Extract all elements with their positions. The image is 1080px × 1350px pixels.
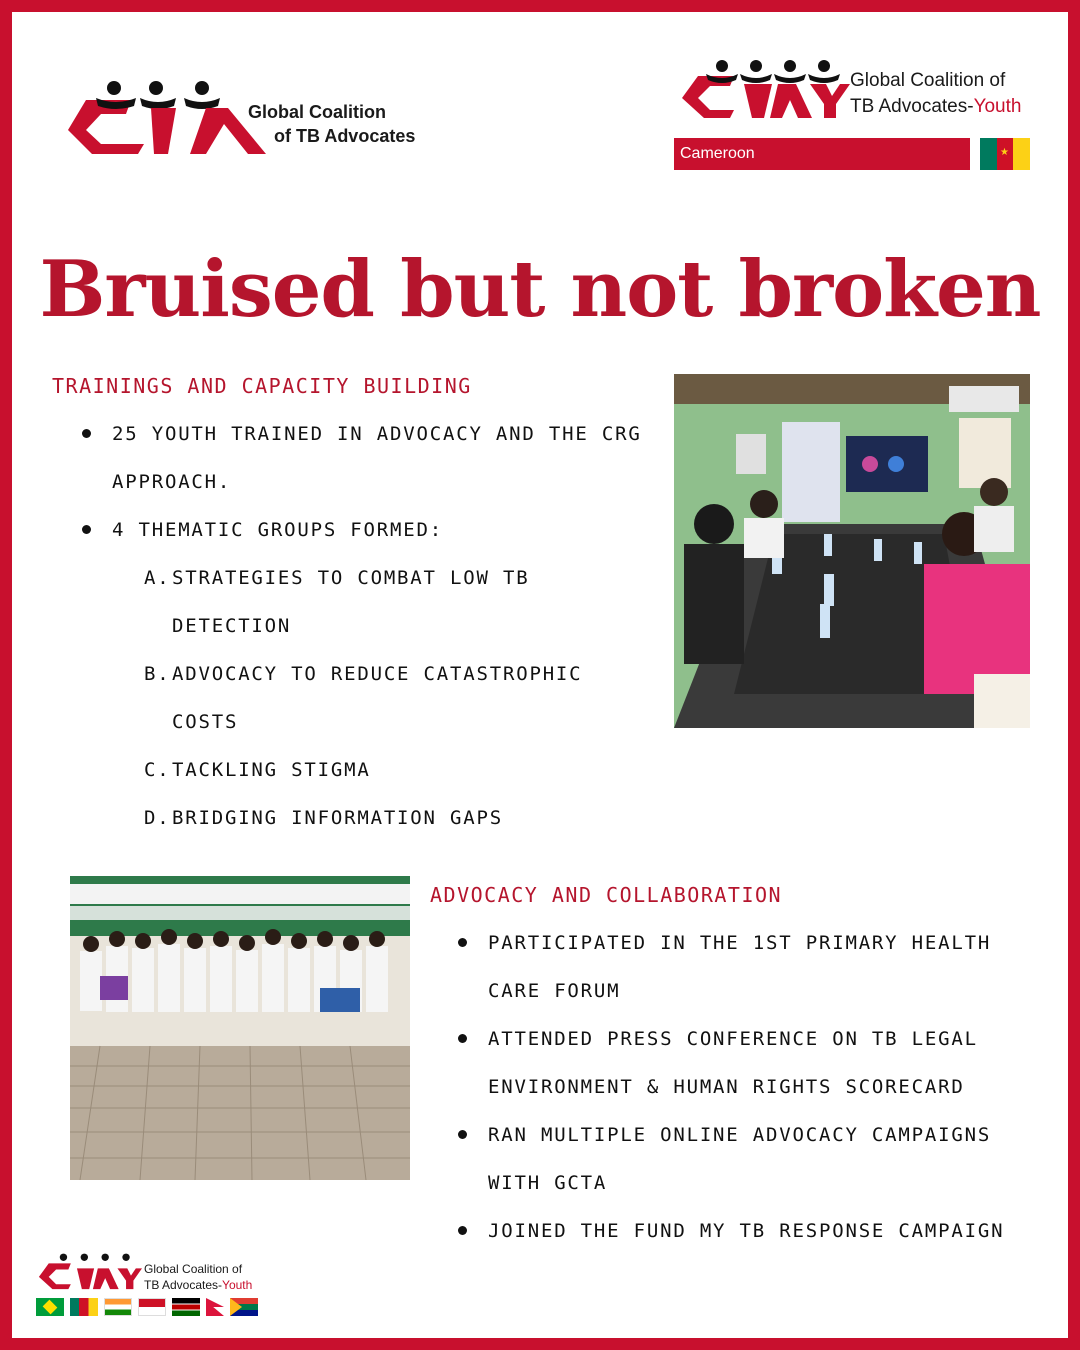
gcta-logo xyxy=(56,78,436,158)
training-meeting-photo xyxy=(674,374,1030,728)
sub-list-item xyxy=(144,746,642,794)
poster xyxy=(12,12,1068,1338)
list-item xyxy=(458,1111,1054,1207)
list-item-text: JOINED THE FUND MY TB RESPONSE CAMPAIGN xyxy=(488,1220,1005,1242)
gcta-youth-line2 xyxy=(850,96,1021,118)
footer-logo-icon xyxy=(34,1252,142,1292)
list-item xyxy=(458,919,1054,1015)
bullet-icon xyxy=(458,1034,467,1043)
sub-list-item xyxy=(144,794,642,842)
footer-logo-line1: Global Coalition of xyxy=(144,1262,243,1276)
sub-list-text: ADVOCACY TO REDUCE CATASTROPHIC COSTS xyxy=(172,663,583,733)
gcta-logo-line1: Global Coalition xyxy=(248,102,386,122)
footer-logo-line2-b: Youth xyxy=(222,1278,253,1292)
footer-logo xyxy=(34,1252,274,1322)
gcta-youth-logo xyxy=(674,58,1044,170)
list-item-text: PARTICIPATED IN THE 1ST PRIMARY HEALTH CARE FORUM xyxy=(488,932,992,1002)
forum-group-photo xyxy=(70,876,410,1180)
section-heading-advocacy: ADVOCACY AND COLLABORATION xyxy=(430,883,783,907)
bullet-icon xyxy=(82,525,91,534)
footer-logo-line2 xyxy=(144,1278,252,1292)
sub-list-item xyxy=(144,554,642,650)
bullet-icon xyxy=(458,938,467,947)
list-item xyxy=(458,1015,1054,1111)
country-label: Cameroon xyxy=(680,145,755,162)
sub-list-letter: A. xyxy=(144,567,171,589)
nepal-flag-icon xyxy=(206,1298,224,1316)
trainings-list xyxy=(82,410,642,842)
cameroon-flag-icon: ★ xyxy=(980,138,1030,170)
gcta-youth-logo-icon xyxy=(674,58,850,122)
sub-list-item xyxy=(144,650,642,746)
gcta-logo-icon xyxy=(56,78,276,158)
gcta-logo-line2: of TB Advocates xyxy=(274,126,416,146)
gcta-youth-line1: Global Coalition of xyxy=(850,70,1006,91)
list-item xyxy=(82,410,642,506)
kenya-flag-icon xyxy=(172,1298,200,1316)
list-item-text: 25 YOUTH TRAINED IN ADVOCACY AND THE CRG APPROACH. xyxy=(112,423,642,493)
sub-list-letter: D. xyxy=(144,807,171,829)
brazil-flag-icon xyxy=(36,1298,64,1316)
list-item-text: ATTENDED PRESS CONFERENCE ON TB LEGAL ENVIRONMENT & HUMAN RIGHTS SCORECARD xyxy=(488,1028,978,1098)
list-item-text: RAN MULTIPLE ONLINE ADVOCACY CAMPAIGNS WITH GCTA xyxy=(488,1124,992,1194)
list-item xyxy=(458,1207,1054,1255)
footer-logo-line2-a: TB Advocates- xyxy=(144,1278,223,1292)
sub-list-text: TACKLING STIGMA xyxy=(172,759,371,781)
section-heading-trainings: TRAININGS AND CAPACITY BUILDING xyxy=(52,374,472,398)
cameroon-flag-icon xyxy=(70,1298,98,1316)
gcta-youth-line2-b: Youth xyxy=(973,96,1022,117)
list-item xyxy=(82,506,642,842)
country-flags xyxy=(36,1298,264,1317)
sub-list-text: STRATEGIES TO COMBAT LOW TB DETECTION xyxy=(172,567,530,637)
gcta-youth-line2-a: TB Advocates- xyxy=(850,96,974,117)
sub-list-letter: C. xyxy=(144,759,171,781)
thematic-groups-list xyxy=(144,554,642,842)
page-title: Bruised but not broken xyxy=(39,244,1041,335)
country-bar xyxy=(674,138,970,170)
india-flag-icon xyxy=(104,1298,132,1316)
advocacy-list xyxy=(458,919,1054,1255)
bullet-icon xyxy=(458,1226,467,1235)
sub-list-letter: B. xyxy=(144,663,171,685)
sub-list-text: BRIDGING INFORMATION GAPS xyxy=(172,807,503,829)
list-item-text: 4 THEMATIC GROUPS FORMED: xyxy=(112,519,443,541)
indonesia-flag-icon xyxy=(138,1298,166,1316)
bullet-icon xyxy=(82,429,91,438)
bullet-icon xyxy=(458,1130,467,1139)
south-africa-flag-icon xyxy=(230,1298,258,1316)
